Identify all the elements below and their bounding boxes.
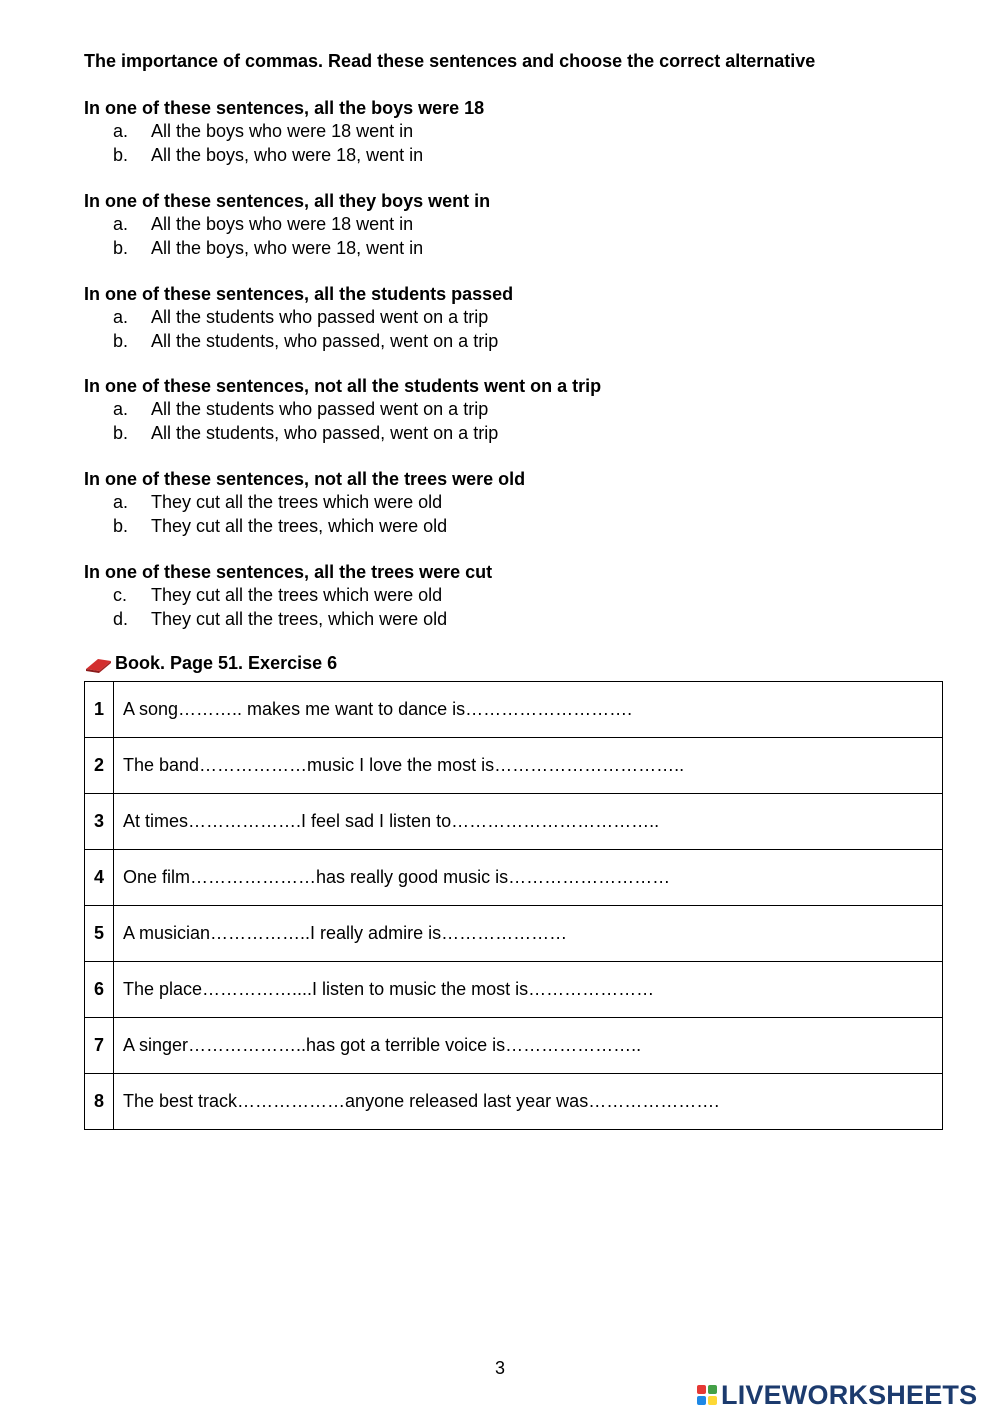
exercise-table <box>84 681 943 1130</box>
book-exercise-heading: Book. Page 51. Exercise 6 <box>84 653 337 674</box>
liveworksheets-logo[interactable] <box>697 1380 977 1410</box>
row-number: 2 <box>85 738 114 794</box>
option-b[interactable]: b. They cut all the trees, which were old <box>113 515 448 536</box>
logo-blocks-icon <box>697 1385 717 1405</box>
question-heading: In one of these sentences, all the boys were 18 <box>84 98 485 118</box>
row-sentence[interactable]: One film…………………has really good music is……………………… <box>114 850 943 906</box>
question-heading: In one of these sentences, not all the students went on a trip <box>84 376 602 396</box>
question-5 <box>84 468 964 538</box>
option-a[interactable]: a. All the boys who were 18 went in <box>113 121 414 141</box>
table-row <box>85 1074 943 1130</box>
row-number: 5 <box>85 906 114 962</box>
row-sentence[interactable]: At times……………….I feel sad I listen to…………………………….. <box>114 794 943 850</box>
row-sentence[interactable]: The band………………music I love the most is………………………….. <box>114 738 943 794</box>
row-sentence[interactable]: A song……….. makes me want to dance is………………………. <box>114 682 943 738</box>
table-row <box>85 962 943 1018</box>
row-number: 8 <box>85 1074 114 1130</box>
option-a[interactable]: a. They cut all the trees which were old <box>113 492 443 512</box>
row-sentence[interactable]: A musician……………..I really admire is………………… <box>114 906 943 962</box>
option-b[interactable]: b. All the students, who passed, went on a trip <box>113 422 499 443</box>
question-2 <box>84 190 964 260</box>
question-heading: In one of these sentences, all the students passed <box>84 284 514 304</box>
question-3 <box>84 283 964 353</box>
question-heading: In one of these sentences, all they boys went in <box>84 191 491 211</box>
option-b[interactable]: b. All the students, who passed, went on a trip <box>113 330 499 351</box>
page-title: The importance of commas. Read these sentences and choose the correct alternative <box>84 51 816 71</box>
option-a[interactable]: a. All the boys who were 18 went in <box>113 214 414 234</box>
row-number: 7 <box>85 1018 114 1074</box>
table-row <box>85 682 943 738</box>
option-b[interactable]: b. All the boys, who were 18, went in <box>113 237 424 258</box>
question-1 <box>84 97 964 167</box>
table-row <box>85 1018 943 1074</box>
page-number: 3 <box>494 1358 505 1378</box>
row-number: 4 <box>85 850 114 906</box>
table-row <box>85 738 943 794</box>
option-c[interactable]: c. They cut all the trees which were old <box>113 585 443 605</box>
row-number: 3 <box>85 794 114 850</box>
table-row <box>85 850 943 906</box>
table-row <box>85 906 943 962</box>
option-b[interactable]: b. All the boys, who were 18, went in <box>113 144 424 165</box>
option-a[interactable]: a. All the students who passed went on a trip <box>113 399 489 419</box>
question-6 <box>84 561 964 631</box>
question-heading: In one of these sentences, all the trees were cut <box>84 562 493 582</box>
row-number: 6 <box>85 962 114 1018</box>
option-d[interactable]: d. They cut all the trees, which were old <box>113 608 448 629</box>
table-row <box>85 794 943 850</box>
logo-text: LIVEWORKSHEETS <box>721 1379 978 1410</box>
book-icon <box>84 655 112 673</box>
row-sentence[interactable]: The place……………....I listen to music the most is………………… <box>114 962 943 1018</box>
question-4 <box>84 375 964 445</box>
question-heading: In one of these sentences, not all the trees were old <box>84 469 526 489</box>
row-sentence[interactable]: A singer………………..has got a terrible voice is………………….. <box>114 1018 943 1074</box>
row-number: 1 <box>85 682 114 738</box>
row-sentence[interactable]: The best track………………anyone released last year was…………………. <box>114 1074 943 1130</box>
option-a[interactable]: a. All the students who passed went on a trip <box>113 307 489 327</box>
